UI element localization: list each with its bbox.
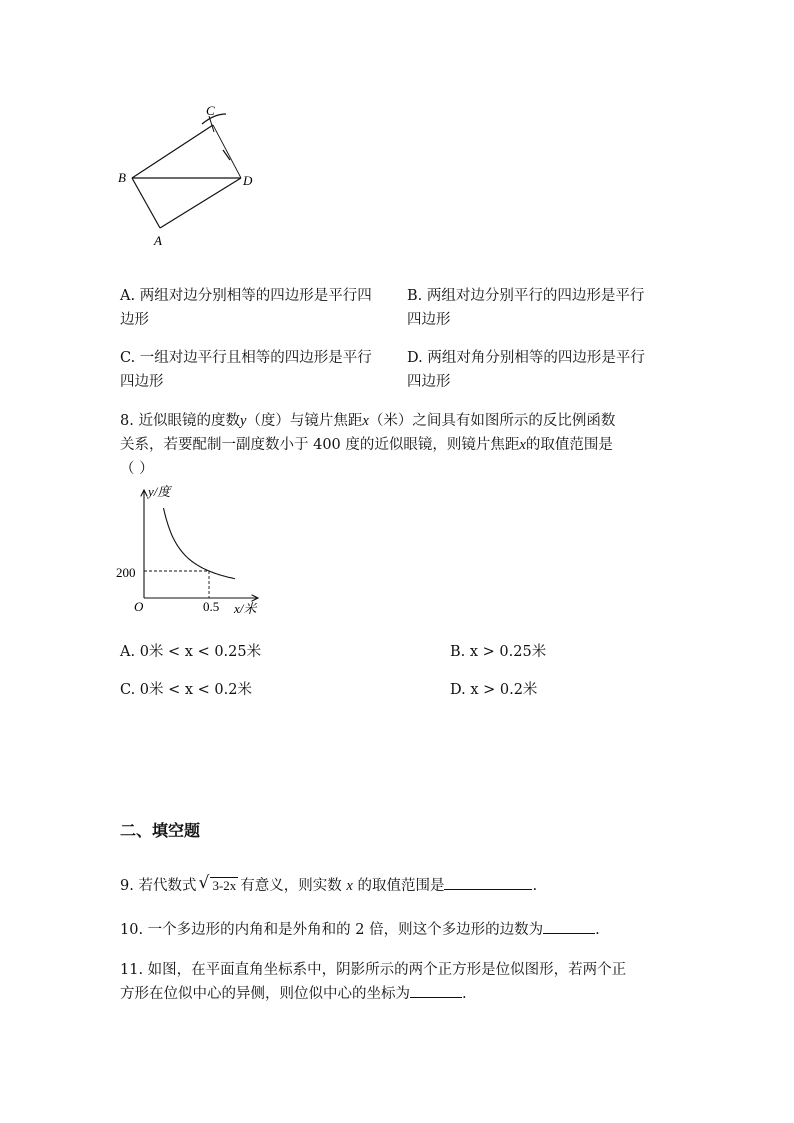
q7-option-d: D. 两组对角分别相等的四边形是平行 四边形 (407, 350, 645, 390)
q7-option-a: A. 两组对边分别相等的四边形是平行四 边形 (120, 288, 372, 328)
origin-label: O (134, 599, 144, 614)
q9-question: 9. 若代数式 √ 3-2x 有意义，则实数 x 的取值范围是 . (120, 874, 537, 898)
segment-bc (132, 125, 213, 178)
label-b: B (118, 170, 126, 185)
x-tick-label: 0.5 (203, 599, 220, 614)
answer-blank[interactable] (444, 875, 532, 890)
q7-option-b: B. 两组对边分别平行的四边形是平行 四边形 (407, 288, 645, 328)
label-a: A (154, 233, 162, 248)
q8-option-a: A. 0米 < x < 0.25米 (120, 644, 262, 660)
q8-line-2: 关系，若要配制一副度数小于 400 度的近似眼镜，则镜片焦距x的取值范围是 (120, 437, 613, 453)
label-c: C (206, 103, 215, 118)
x-axis-label: x/米 (234, 601, 257, 616)
segment-cd (213, 125, 241, 178)
segment-ba (132, 178, 160, 228)
q10-question: 10. 一个多边形的内角和是外角和的 2 倍，则这个多边形的边数为 . (120, 918, 600, 942)
y-axis-label: y/度 (148, 484, 171, 499)
square-root-expression: √ 3-2x (198, 873, 237, 893)
q8-option-b: B. x > 0.25米 (450, 644, 547, 660)
inverse-proportion-graph (110, 478, 280, 618)
section-title: 二、填空题 (120, 821, 201, 840)
q8-line-3: （ ） (120, 461, 154, 477)
quadrilateral-figure (110, 100, 280, 255)
q8-option-d: D. x > 0.2米 (450, 682, 538, 698)
q8-question (120, 409, 615, 481)
q7-option-c: C. 一组对边平行且相等的四边形是平行 四边形 (120, 350, 372, 390)
label-d: D (243, 173, 253, 188)
tick-mark-c (209, 116, 214, 132)
segment-ad (160, 178, 241, 228)
curve-series-line (164, 508, 236, 579)
q8-line-1: 8. 近似眼镜的度数y（度）与镜片焦距x（米）之间具有如图所示的反比例函数 (120, 413, 616, 429)
q8-option-c: C. 0米 < x < 0.2米 (120, 682, 252, 698)
y-tick-label: 200 (116, 565, 136, 580)
answer-blank[interactable] (543, 919, 595, 934)
answer-blank[interactable] (410, 983, 462, 998)
q11-question: 11. 如图，在平面直角坐标系中，阴影所示的两个正方形是位似图形，若两个正 方形在位似中心的异侧，则位似中心的坐标为 . (120, 962, 627, 1002)
